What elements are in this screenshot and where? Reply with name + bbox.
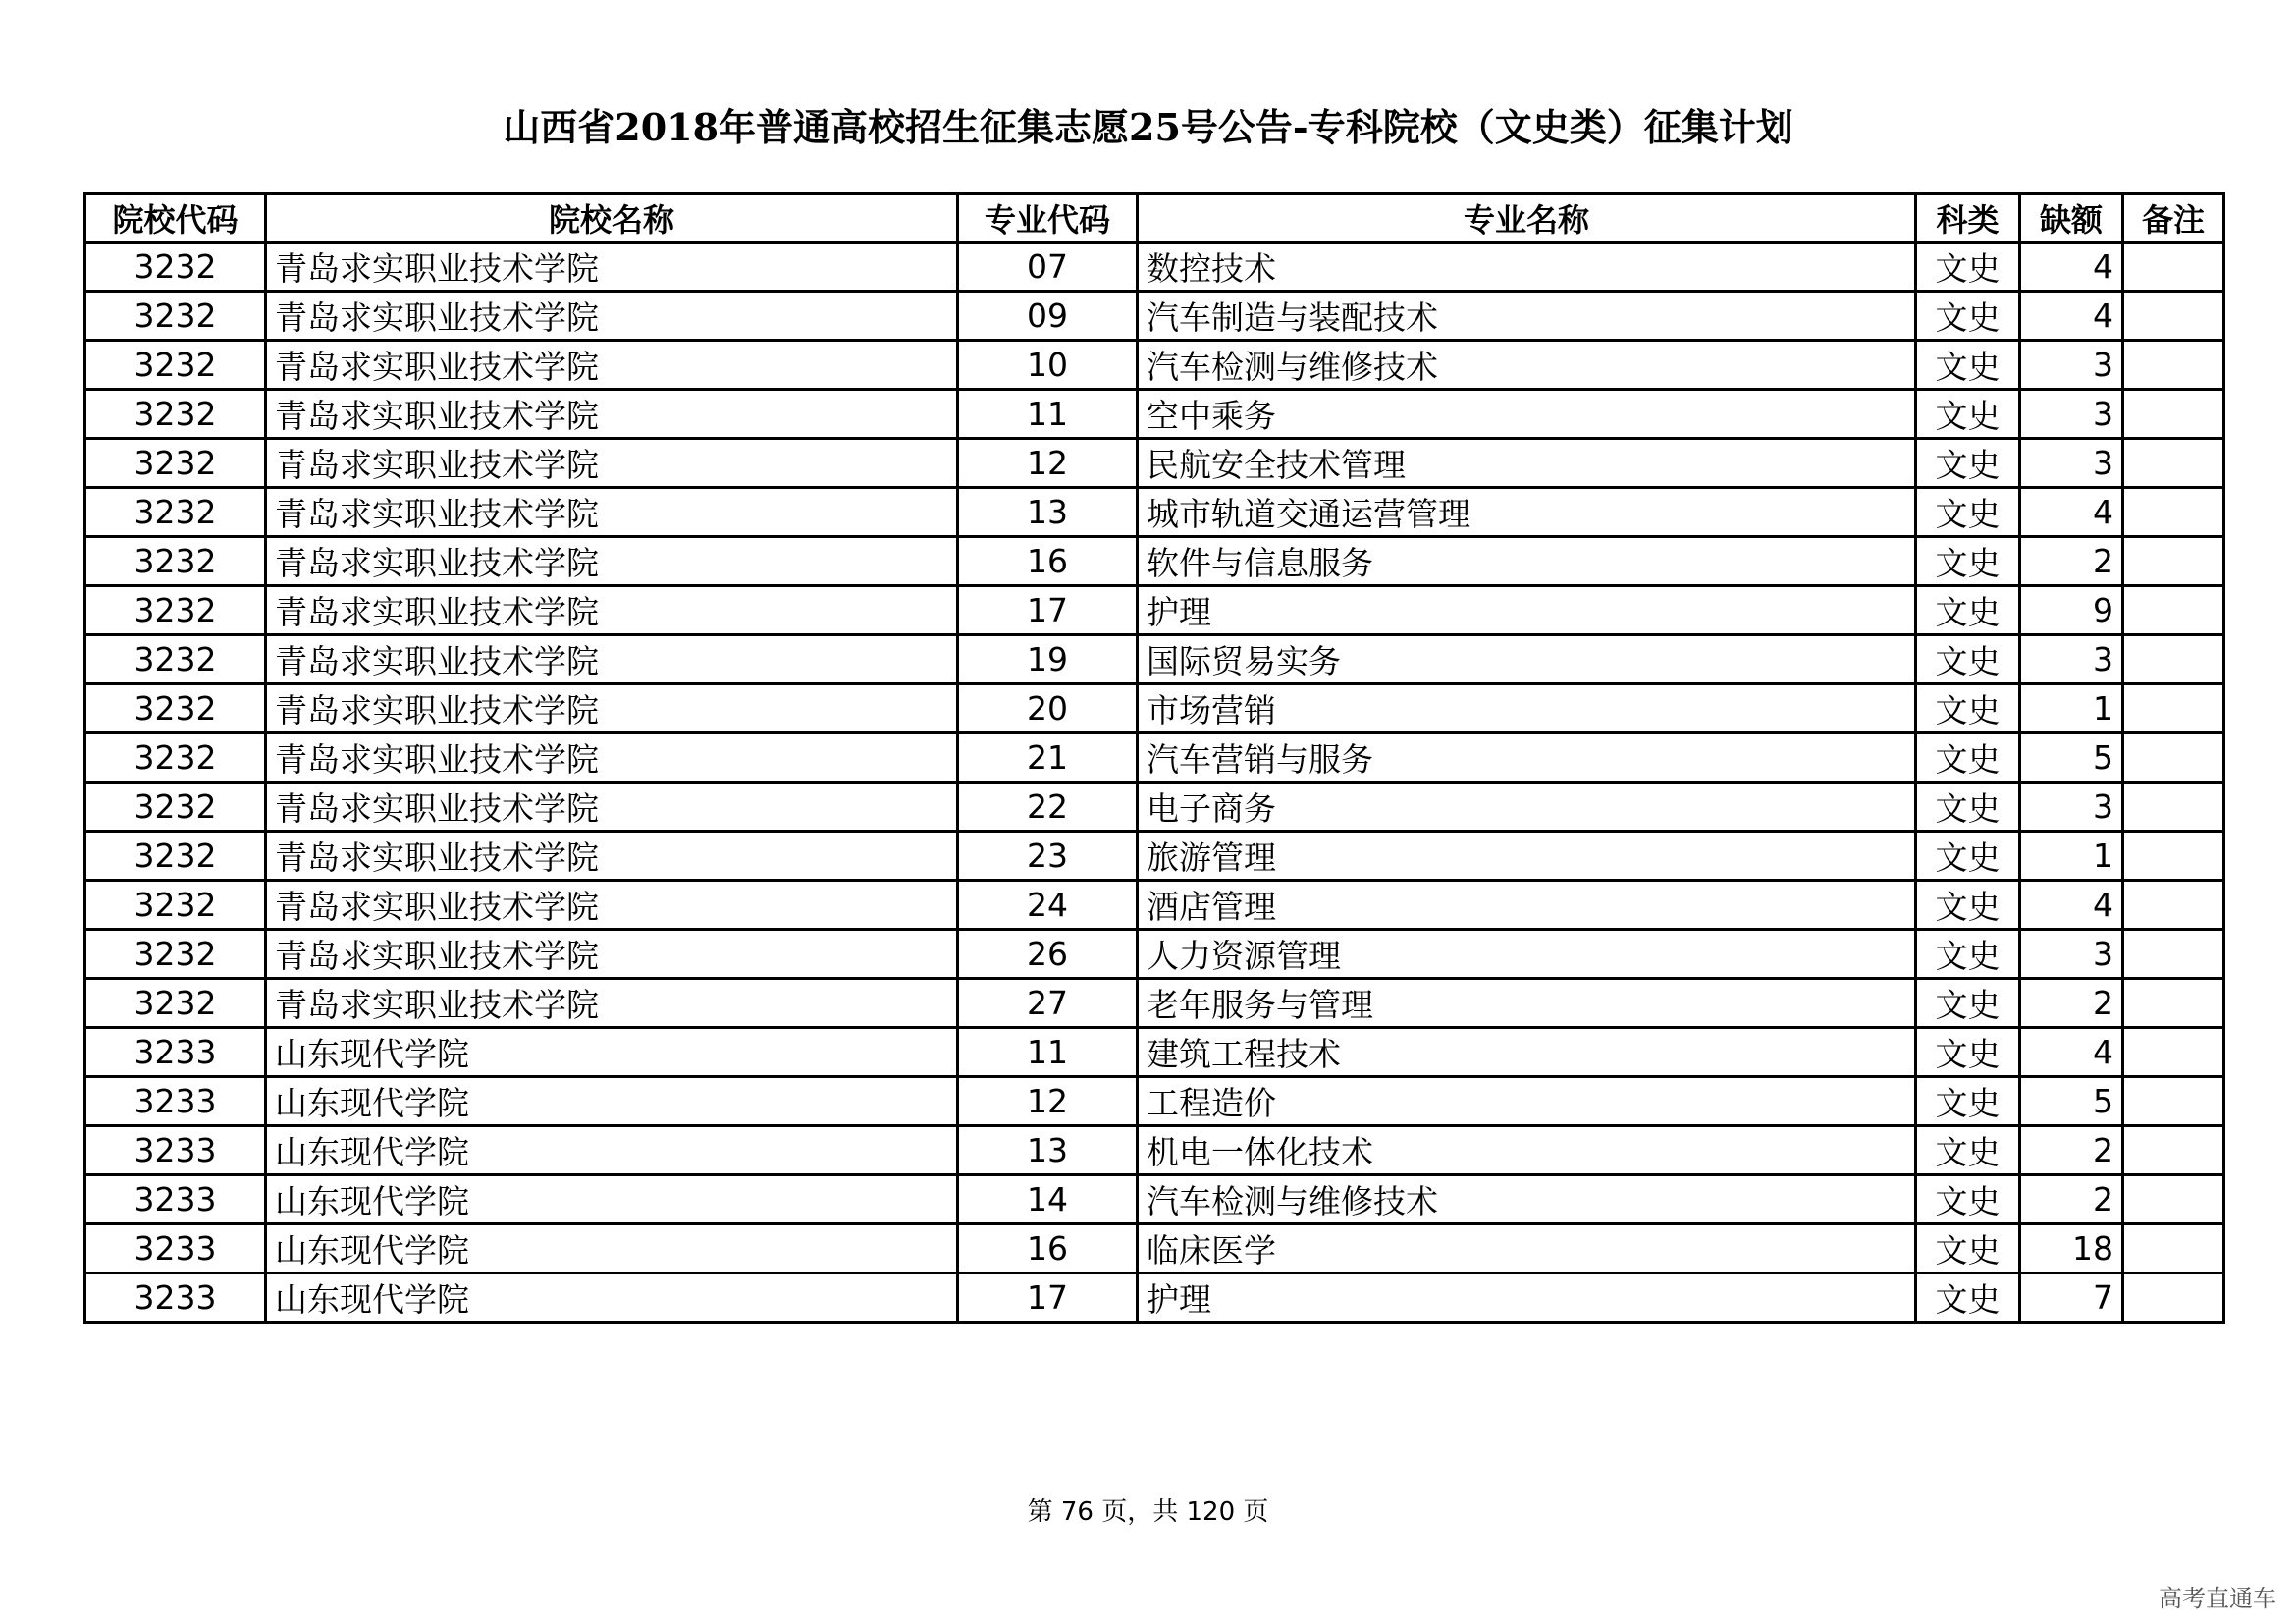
table-row bbox=[85, 635, 2224, 684]
table-row bbox=[85, 537, 2224, 586]
cell-school-code: 3232 bbox=[85, 243, 266, 292]
cell-major-name: 酒店管理 bbox=[1138, 881, 1916, 930]
cell-vacancy: 9 bbox=[2020, 586, 2123, 635]
cell-major-name: 市场营销 bbox=[1138, 684, 1916, 733]
cell-vacancy: 3 bbox=[2020, 390, 2123, 439]
cell-school-code: 3232 bbox=[85, 341, 266, 390]
table-row bbox=[85, 243, 2224, 292]
cell-vacancy: 3 bbox=[2020, 439, 2123, 488]
cell-school-code: 3233 bbox=[85, 1224, 266, 1273]
enrollment-plan-table bbox=[83, 192, 2225, 1324]
table-body bbox=[85, 243, 2224, 1323]
cell-major-name: 人力资源管理 bbox=[1138, 930, 1916, 979]
cell-major-name: 空中乘务 bbox=[1138, 390, 1916, 439]
cell-major-code: 26 bbox=[958, 930, 1138, 979]
cell-vacancy: 3 bbox=[2020, 635, 2123, 684]
cell-vacancy: 7 bbox=[2020, 1273, 2123, 1323]
cell-vacancy: 1 bbox=[2020, 832, 2123, 881]
cell-category: 文史 bbox=[1916, 243, 2020, 292]
cell-category: 文史 bbox=[1916, 930, 2020, 979]
cell-school-code: 3233 bbox=[85, 1273, 266, 1323]
cell-school-code: 3232 bbox=[85, 488, 266, 537]
cell-school-name: 青岛求实职业技术学院 bbox=[266, 243, 958, 292]
cell-category: 文史 bbox=[1916, 439, 2020, 488]
cell-major-code: 14 bbox=[958, 1175, 1138, 1224]
cell-school-code: 3232 bbox=[85, 635, 266, 684]
cell-vacancy: 2 bbox=[2020, 537, 2123, 586]
cell-school-name: 青岛求实职业技术学院 bbox=[266, 684, 958, 733]
table-row bbox=[85, 341, 2224, 390]
cell-major-name: 建筑工程技术 bbox=[1138, 1028, 1916, 1077]
cell-school-code: 3232 bbox=[85, 586, 266, 635]
table-row bbox=[85, 783, 2224, 832]
table-row bbox=[85, 1077, 2224, 1126]
cell-vacancy: 3 bbox=[2020, 783, 2123, 832]
cell-note bbox=[2123, 832, 2224, 881]
table-row bbox=[85, 1224, 2224, 1273]
cell-school-name: 青岛求实职业技术学院 bbox=[266, 635, 958, 684]
cell-note bbox=[2123, 1077, 2224, 1126]
cell-school-code: 3233 bbox=[85, 1126, 266, 1175]
cell-major-name: 临床医学 bbox=[1138, 1224, 1916, 1273]
cell-vacancy: 2 bbox=[2020, 979, 2123, 1028]
cell-category: 文史 bbox=[1916, 1126, 2020, 1175]
table-row bbox=[85, 586, 2224, 635]
cell-note bbox=[2123, 537, 2224, 586]
table-row bbox=[85, 1028, 2224, 1077]
cell-school-name: 青岛求实职业技术学院 bbox=[266, 488, 958, 537]
cell-category: 文史 bbox=[1916, 783, 2020, 832]
cell-school-name: 青岛求实职业技术学院 bbox=[266, 733, 958, 783]
cell-major-code: 17 bbox=[958, 1273, 1138, 1323]
cell-school-name: 青岛求实职业技术学院 bbox=[266, 783, 958, 832]
cell-category: 文史 bbox=[1916, 1224, 2020, 1273]
cell-major-code: 23 bbox=[958, 832, 1138, 881]
cell-school-code: 3232 bbox=[85, 979, 266, 1028]
header-school-code: 院校代码 bbox=[85, 194, 266, 243]
table-row bbox=[85, 930, 2224, 979]
cell-note bbox=[2123, 586, 2224, 635]
cell-major-name: 护理 bbox=[1138, 1273, 1916, 1323]
cell-major-code: 11 bbox=[958, 390, 1138, 439]
cell-school-name: 青岛求实职业技术学院 bbox=[266, 390, 958, 439]
page-number: 第 76 页，共 120 页 bbox=[1027, 1497, 1269, 1527]
cell-note bbox=[2123, 1175, 2224, 1224]
table-row bbox=[85, 390, 2224, 439]
cell-major-name: 护理 bbox=[1138, 586, 1916, 635]
cell-vacancy: 2 bbox=[2020, 1126, 2123, 1175]
header-note: 备注 bbox=[2123, 194, 2224, 243]
cell-school-name: 青岛求实职业技术学院 bbox=[266, 881, 958, 930]
cell-category: 文史 bbox=[1916, 488, 2020, 537]
cell-vacancy: 4 bbox=[2020, 243, 2123, 292]
cell-vacancy: 1 bbox=[2020, 684, 2123, 733]
cell-vacancy: 4 bbox=[2020, 881, 2123, 930]
cell-category: 文史 bbox=[1916, 537, 2020, 586]
cell-major-code: 12 bbox=[958, 439, 1138, 488]
cell-note bbox=[2123, 783, 2224, 832]
cell-category: 文史 bbox=[1916, 390, 2020, 439]
cell-school-name: 山东现代学院 bbox=[266, 1224, 958, 1273]
cell-vacancy: 4 bbox=[2020, 1028, 2123, 1077]
cell-major-code: 11 bbox=[958, 1028, 1138, 1077]
cell-major-name: 汽车检测与维修技术 bbox=[1138, 341, 1916, 390]
cell-vacancy: 3 bbox=[2020, 930, 2123, 979]
cell-major-name: 国际贸易实务 bbox=[1138, 635, 1916, 684]
cell-major-code: 13 bbox=[958, 488, 1138, 537]
cell-school-code: 3232 bbox=[85, 684, 266, 733]
cell-major-name: 汽车营销与服务 bbox=[1138, 733, 1916, 783]
table-row bbox=[85, 832, 2224, 881]
cell-major-code: 16 bbox=[958, 1224, 1138, 1273]
cell-vacancy: 5 bbox=[2020, 1077, 2123, 1126]
cell-vacancy: 18 bbox=[2020, 1224, 2123, 1273]
cell-school-name: 青岛求实职业技术学院 bbox=[266, 586, 958, 635]
cell-school-name: 青岛求实职业技术学院 bbox=[266, 930, 958, 979]
table-header-row bbox=[85, 194, 2224, 243]
cell-category: 文史 bbox=[1916, 1077, 2020, 1126]
cell-school-name: 青岛求实职业技术学院 bbox=[266, 439, 958, 488]
cell-school-name: 青岛求实职业技术学院 bbox=[266, 341, 958, 390]
cell-note bbox=[2123, 390, 2224, 439]
table-row bbox=[85, 292, 2224, 341]
table-row bbox=[85, 1175, 2224, 1224]
cell-category: 文史 bbox=[1916, 979, 2020, 1028]
cell-category: 文史 bbox=[1916, 341, 2020, 390]
cell-school-code: 3232 bbox=[85, 292, 266, 341]
cell-note bbox=[2123, 1126, 2224, 1175]
cell-major-code: 12 bbox=[958, 1077, 1138, 1126]
cell-major-name: 汽车检测与维修技术 bbox=[1138, 1175, 1916, 1224]
cell-major-code: 27 bbox=[958, 979, 1138, 1028]
cell-school-code: 3233 bbox=[85, 1028, 266, 1077]
cell-school-name: 山东现代学院 bbox=[266, 1126, 958, 1175]
cell-school-name: 青岛求实职业技术学院 bbox=[266, 979, 958, 1028]
cell-category: 文史 bbox=[1916, 1028, 2020, 1077]
table-row bbox=[85, 733, 2224, 783]
cell-school-code: 3232 bbox=[85, 439, 266, 488]
page-title: 山西省2018年普通高校招生征集志愿25号公告-专科院校（文史类）征集计划 bbox=[503, 105, 1793, 149]
cell-note bbox=[2123, 341, 2224, 390]
cell-category: 文史 bbox=[1916, 635, 2020, 684]
cell-school-code: 3233 bbox=[85, 1175, 266, 1224]
table-row bbox=[85, 979, 2224, 1028]
cell-note bbox=[2123, 1028, 2224, 1077]
cell-school-name: 青岛求实职业技术学院 bbox=[266, 832, 958, 881]
cell-vacancy: 4 bbox=[2020, 292, 2123, 341]
cell-vacancy: 5 bbox=[2020, 733, 2123, 783]
cell-note bbox=[2123, 243, 2224, 292]
header-category: 科类 bbox=[1916, 194, 2020, 243]
header-school-name: 院校名称 bbox=[266, 194, 958, 243]
table-row bbox=[85, 1273, 2224, 1323]
cell-school-code: 3232 bbox=[85, 390, 266, 439]
cell-note bbox=[2123, 684, 2224, 733]
cell-school-code: 3232 bbox=[85, 881, 266, 930]
cell-category: 文史 bbox=[1916, 832, 2020, 881]
cell-category: 文史 bbox=[1916, 881, 2020, 930]
cell-school-code: 3232 bbox=[85, 783, 266, 832]
cell-note bbox=[2123, 979, 2224, 1028]
cell-school-name: 山东现代学院 bbox=[266, 1175, 958, 1224]
cell-major-code: 13 bbox=[958, 1126, 1138, 1175]
header-major-code: 专业代码 bbox=[958, 194, 1138, 243]
cell-school-name: 山东现代学院 bbox=[266, 1077, 958, 1126]
cell-note bbox=[2123, 1224, 2224, 1273]
cell-school-code: 3232 bbox=[85, 832, 266, 881]
cell-note bbox=[2123, 439, 2224, 488]
cell-major-code: 09 bbox=[958, 292, 1138, 341]
cell-note bbox=[2123, 733, 2224, 783]
table-row bbox=[85, 684, 2224, 733]
cell-category: 文史 bbox=[1916, 733, 2020, 783]
cell-major-code: 22 bbox=[958, 783, 1138, 832]
cell-major-code: 19 bbox=[958, 635, 1138, 684]
cell-major-code: 16 bbox=[958, 537, 1138, 586]
table-row bbox=[85, 488, 2224, 537]
cell-category: 文史 bbox=[1916, 586, 2020, 635]
header-vacancy: 缺额 bbox=[2020, 194, 2123, 243]
cell-major-name: 城市轨道交通运营管理 bbox=[1138, 488, 1916, 537]
cell-major-name: 机电一体化技术 bbox=[1138, 1126, 1916, 1175]
cell-school-code: 3232 bbox=[85, 537, 266, 586]
cell-note bbox=[2123, 881, 2224, 930]
table-row bbox=[85, 1126, 2224, 1175]
cell-school-code: 3232 bbox=[85, 930, 266, 979]
cell-major-name: 汽车制造与装配技术 bbox=[1138, 292, 1916, 341]
cell-major-name: 旅游管理 bbox=[1138, 832, 1916, 881]
cell-school-name: 青岛求实职业技术学院 bbox=[266, 537, 958, 586]
header-major-name: 专业名称 bbox=[1138, 194, 1916, 243]
cell-category: 文史 bbox=[1916, 684, 2020, 733]
cell-major-name: 数控技术 bbox=[1138, 243, 1916, 292]
cell-vacancy: 3 bbox=[2020, 341, 2123, 390]
cell-major-name: 民航安全技术管理 bbox=[1138, 439, 1916, 488]
cell-major-name: 工程造价 bbox=[1138, 1077, 1916, 1126]
cell-major-code: 17 bbox=[958, 586, 1138, 635]
cell-major-code: 21 bbox=[958, 733, 1138, 783]
cell-vacancy: 2 bbox=[2020, 1175, 2123, 1224]
watermark: 高考直通车 bbox=[2159, 1585, 2276, 1612]
cell-note bbox=[2123, 635, 2224, 684]
cell-school-code: 3232 bbox=[85, 733, 266, 783]
cell-category: 文史 bbox=[1916, 1273, 2020, 1323]
cell-note bbox=[2123, 1273, 2224, 1323]
cell-note bbox=[2123, 930, 2224, 979]
cell-major-code: 10 bbox=[958, 341, 1138, 390]
cell-major-code: 07 bbox=[958, 243, 1138, 292]
cell-vacancy: 4 bbox=[2020, 488, 2123, 537]
table-row bbox=[85, 439, 2224, 488]
cell-school-code: 3233 bbox=[85, 1077, 266, 1126]
cell-category: 文史 bbox=[1916, 1175, 2020, 1224]
cell-school-name: 山东现代学院 bbox=[266, 1028, 958, 1077]
cell-school-name: 山东现代学院 bbox=[266, 1273, 958, 1323]
table-row bbox=[85, 881, 2224, 930]
cell-major-name: 老年服务与管理 bbox=[1138, 979, 1916, 1028]
cell-note bbox=[2123, 292, 2224, 341]
cell-category: 文史 bbox=[1916, 292, 2020, 341]
cell-major-name: 电子商务 bbox=[1138, 783, 1916, 832]
cell-note bbox=[2123, 488, 2224, 537]
cell-school-name: 青岛求实职业技术学院 bbox=[266, 292, 958, 341]
cell-major-code: 20 bbox=[958, 684, 1138, 733]
cell-major-name: 软件与信息服务 bbox=[1138, 537, 1916, 586]
cell-major-code: 24 bbox=[958, 881, 1138, 930]
